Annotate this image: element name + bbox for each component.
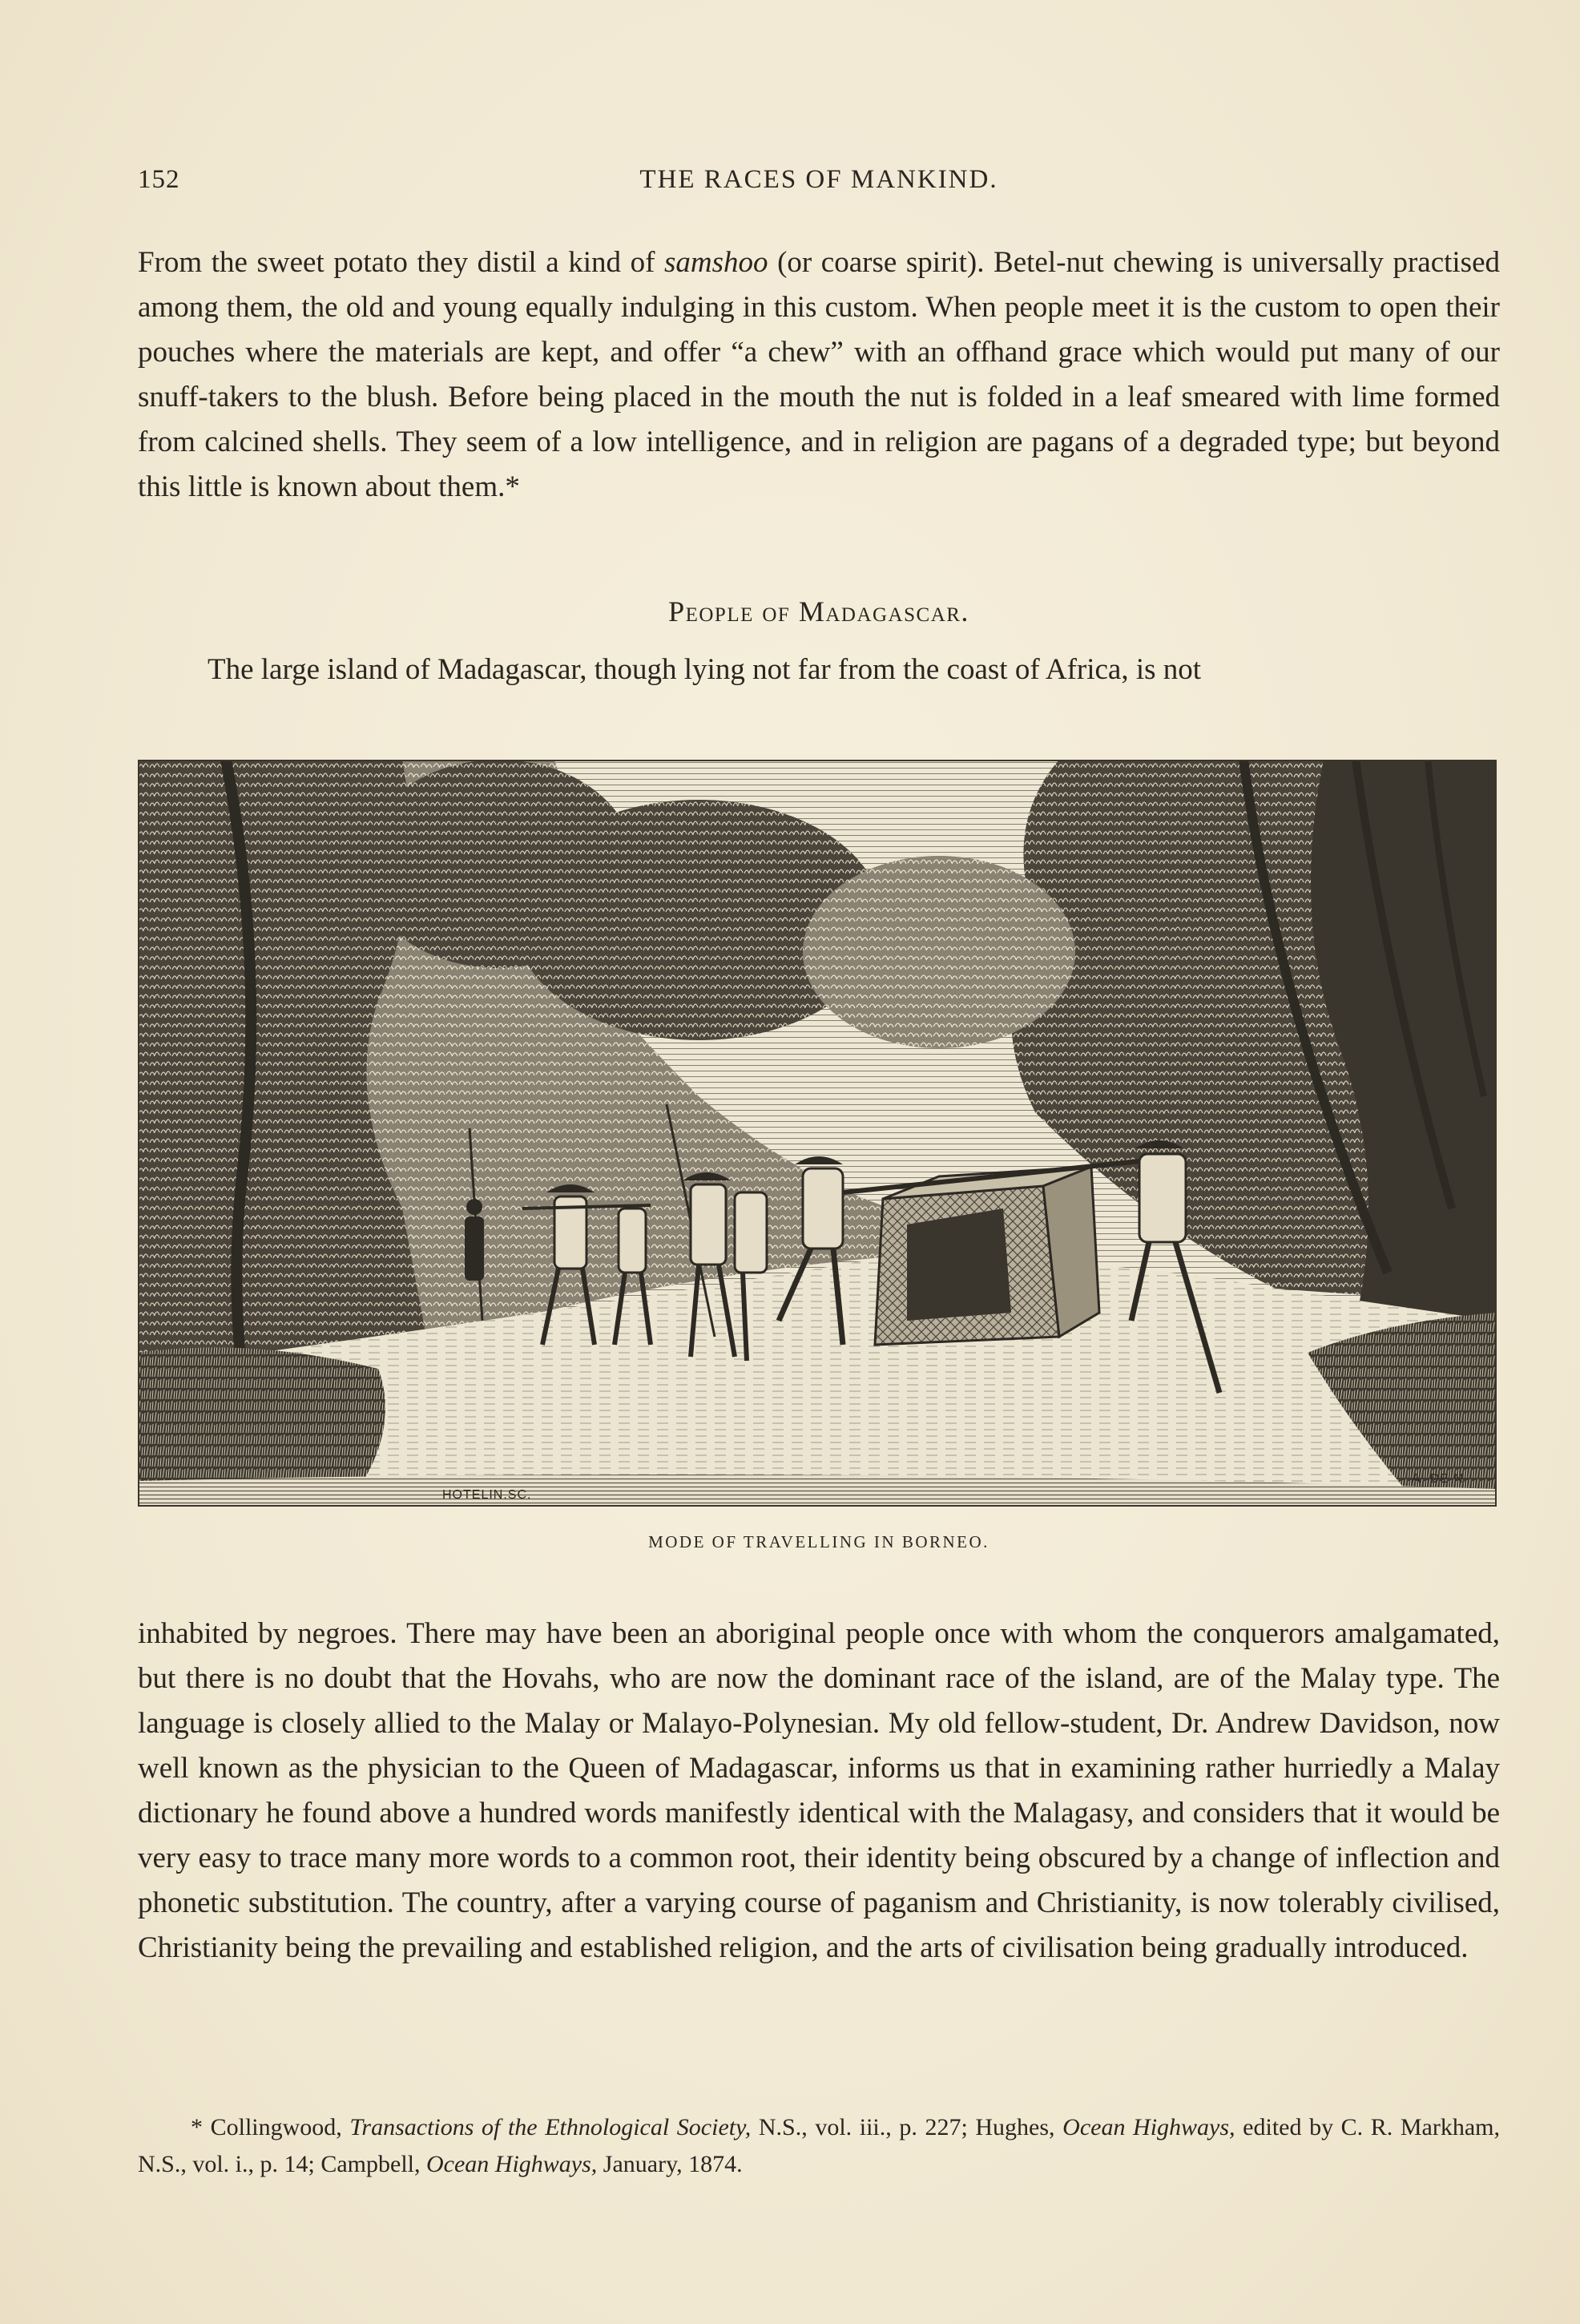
illustration-caption: MODE OF TRAVELLING IN BORNEO. (648, 1532, 990, 1551)
footnote-italic-1: Transactions of the Ethnological Society, (349, 2114, 752, 2140)
footnote-italic-2: Ocean Highways, (1062, 2114, 1235, 2140)
engraver-signature: HOTELIN.SC. (442, 1488, 532, 1502)
footnote-text-4: January, 1874. (597, 2151, 743, 2177)
paragraph-madagascar-intro: The large island of Madagascar, though lying not far from the coast of Africa, is not (208, 653, 1202, 686)
footnote-italic-3: Ocean Highways, (426, 2151, 598, 2177)
engraving-illustration (138, 760, 1497, 1507)
running-title: THE RACES OF MANKIND. (639, 165, 998, 194)
page-header (138, 165, 1500, 205)
artist-signature: A. DE N. (1412, 1472, 1469, 1486)
paragraph-betel-nut (138, 240, 1500, 510)
section-heading: People of Madagascar. (668, 595, 969, 627)
footnote-text-2: N.S., vol. iii., p. 227; Hughes, (751, 2114, 1063, 2140)
engraving-image (138, 760, 1497, 1507)
paragraph-1-italic: samshoo (663, 246, 768, 279)
paragraph-hovahs: inhabited by negroes. There may have been an aboriginal people once with whom the conquerors amalgamated, but there is no doubt that the Hovahs, who are now the dominant race of the island, are of the Malay type. The language is closely allied to the Malay or Malayo-Polynesian. My old fellow-student, Dr. Andrew Davidson, now well known as the physician to the Queen of Madagascar, informs us that in examining rather hurriedly a Malay dictionary he found above a hundred words manifestly identical with the Malagasy, and considers that it would be very easy to trace many more words to a common root, their identity being obscured by a change of inflection and phonetic substitution. The country, after a varying course of paganism and Christianity, is now tolerably civilised, Christianity being the prevailing and established religion, and the arts of civilisation being gradually introduced. (138, 1617, 1500, 1964)
paragraph-1-text-b: (or coarse spirit). Betel-nut chewing is universally practised among them, the old and young equally indulging in this custom. When people meet it is the custom to open their pouches where the materials are kept, and offer “a chew” with an offhand grace which would put many of our snuff-takers to the blush. Before being placed in the mouth the nut is folded in a leaf smeared with lime formed from calcined shells. They seem of a low intelligence, and in religion are pagans of a degraded type; but beyond this little is known about them.* (138, 246, 1500, 503)
footnote (138, 2109, 1500, 2183)
footnote-text-3: edited by C. R. Markham, N.S., vol. i., p. 14; Campbell, (138, 2114, 1501, 2177)
footnote-text-1: Collingwood, (210, 2114, 350, 2140)
page-number: 152 (138, 165, 180, 194)
paragraph-1-text-a: From the sweet potato they distil a kind of (138, 246, 664, 279)
footnote-marker: * (191, 2114, 211, 2140)
